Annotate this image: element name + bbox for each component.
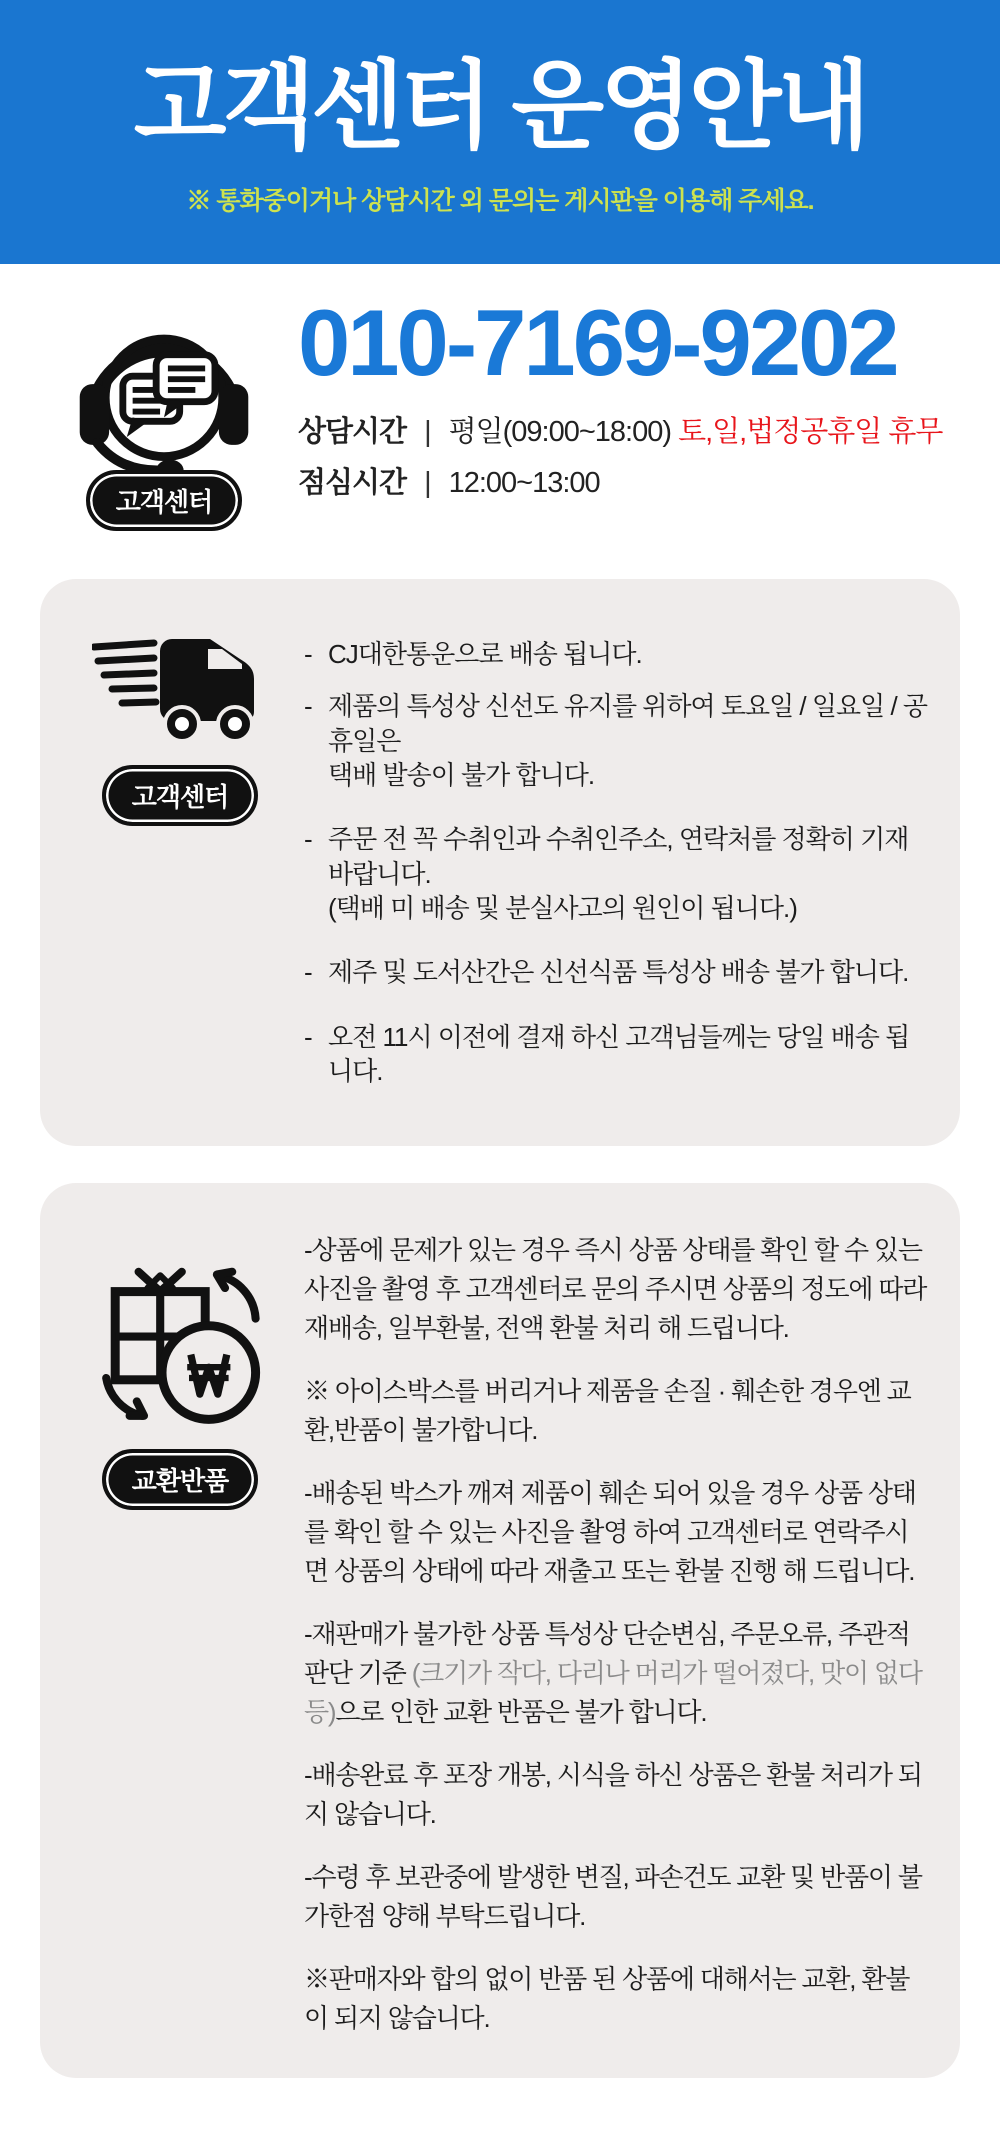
shipping-item (304, 637, 932, 671)
consult-hours-label: 상담시간 (298, 415, 407, 448)
shipping-icon-column (76, 625, 284, 1106)
phone-number: 010-7169-9202 (298, 290, 897, 395)
item-line: CJ대한통운으로 배송 됩니다. (328, 639, 642, 669)
item-line: 제품의 특성상 신선도 유지를 위하여 토요일 / 일요일 / 공휴일은 (328, 691, 928, 756)
headset-chat-icon (66, 290, 262, 486)
shipping-list (304, 637, 932, 1088)
consult-hours-row (298, 409, 942, 450)
returns-item-muted-text: (크기가 작다, 다리나 머리가 떨어졌다, 맛이 없다 등) (304, 1658, 922, 1728)
contact-icon-column (58, 290, 270, 531)
returns-item: -배송된 박스가 깨져 제품이 훼손 되어 있을 경우 상품 상태를 확인 할 수 있는 사진을 촬영 하여 고객센터로 연락주시면 상품의 상태에 따라 재출고 또는 환불 진행 해 드립니다. (304, 1478, 916, 1587)
shipping-item (304, 955, 932, 989)
returns-warning: ※판매자와 합의 없이 반품 된 상품에 대해서는 교환, 환불이 되지 않습니다. (304, 1964, 910, 2034)
returns-icon-column (76, 1229, 284, 2038)
returns-warning: ※ 아이스박스를 버리거나 제품을 손질 · 훼손한 경우엔 교환,반품이 불가합니다. (304, 1376, 911, 1446)
contact-info (298, 290, 942, 531)
page-title: 고객센터 운영안내 (133, 53, 867, 160)
shipping-info-box (40, 579, 960, 1146)
returns-item (304, 1615, 932, 1732)
shipping-item (304, 689, 932, 792)
item-line: 택배 발송이 불가 합니다. (328, 759, 595, 790)
item-line: 주문 전 꼭 수취인과 수취인주소, 연락처를 정확히 기재 바랍니다. (328, 824, 909, 889)
item-dash: - (304, 691, 312, 722)
exchange-refund-icon (90, 1235, 270, 1431)
consult-hours-value: 평일(09:00~18:00) (448, 415, 672, 448)
lunch-hours-label: 점심시간 (298, 466, 407, 499)
item-dash: - (304, 1021, 312, 1052)
returns-info-box (40, 1183, 960, 2078)
item-dash: - (304, 824, 312, 855)
item-line: (택배 미 배송 및 분실사고의 원인이 됩니다.) (328, 892, 797, 923)
customer-center-badge: 고객센터 (86, 470, 242, 531)
shipping-body (304, 625, 932, 1106)
shipping-item (304, 822, 932, 925)
item-line: 제주 및 도서산간은 신선식품 특성상 배송 불가 합니다. (328, 957, 909, 988)
returns-item: -수령 후 보관중에 발생한 변질, 파손건도 교환 및 반품이 불가한점 양해 부탁드립니다. (304, 1862, 922, 1932)
lunch-hours-value: 12:00~13:00 (448, 466, 600, 499)
returns-item-text: 으로 인한 교환 반품은 불가 합니다. (335, 1697, 707, 1728)
returns-item: -배송완료 후 포장 개봉, 시식을 하신 상품은 환불 처리가 되지 않습니다. (304, 1760, 922, 1830)
contact-section (0, 264, 1000, 561)
returns-item-text: -재판매가 불가한 상품 특성상 단순변심, 주문오류, 주관적 판단 기준 (304, 1619, 910, 1689)
divider-bar: | (424, 466, 431, 499)
shipping-item (304, 1020, 932, 1089)
item-dash: - (304, 957, 312, 988)
page-bottom-spacer (0, 2078, 1000, 2150)
returns-item: -상품에 문제가 있는 경우 즉시 상품 상태를 확인 할 수 있는 사진을 촬영 후 고객센터로 문의 주시면 상품의 정도에 따라 재배송, 일부환불, 전액 환불 처리 해 드립니다. (304, 1235, 927, 1344)
item-dash: - (304, 639, 312, 669)
header-banner (0, 0, 1000, 264)
lunch-hours-row (298, 460, 942, 501)
header-notice: ※ 통화중이거나 상담시간 외 문의는 게시판을 이용해 주세요. (186, 187, 814, 215)
divider-bar: | (424, 415, 431, 448)
delivery-truck-icon (92, 631, 268, 747)
shipping-badge: 고객센터 (102, 765, 258, 826)
returns-badge: 교환반품 (102, 1449, 258, 1510)
returns-list (304, 1229, 932, 2038)
consult-hours-closed: 토,일,법정공휴일 휴무 (678, 415, 943, 448)
item-line: 오전 11시 이전에 결재 하신 고객님들께는 당일 배송 됩니다. (328, 1021, 910, 1086)
